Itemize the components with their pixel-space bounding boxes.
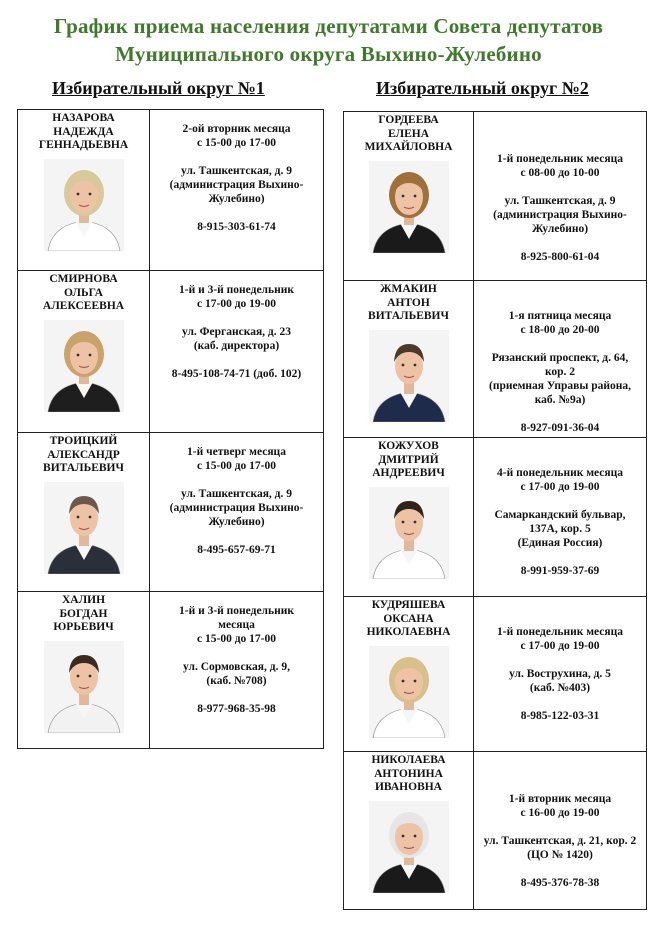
deputy-name-line: АНТОН xyxy=(387,296,430,309)
deputy-name xyxy=(344,752,473,795)
reception-address: (Единая Россия) xyxy=(517,537,603,549)
reception-schedule: 1-й вторник месяца xyxy=(508,793,612,805)
reception-address: ул. Сормовская, д. 9, xyxy=(183,661,290,673)
deputy-name-line: ОКСАНА xyxy=(383,612,434,625)
deputy-name xyxy=(18,592,149,635)
deputy-portrait xyxy=(369,161,449,253)
deputy-name-line: КУДРЯШЕВА xyxy=(371,599,446,611)
reception-address: каб. №9а) xyxy=(534,394,586,406)
deputy-photo-cell xyxy=(344,597,474,752)
reception-address: 137А, кор. 5 xyxy=(529,523,591,535)
phone-number: 8-915-303-61-74 xyxy=(197,221,276,233)
district-1-table xyxy=(17,109,324,749)
deputy-name-line: НИКОЛАЕВА xyxy=(371,754,446,766)
deputy-row xyxy=(18,433,324,592)
reception-address: Рязанский проспект, д. 64, xyxy=(491,352,629,364)
deputy-info xyxy=(150,110,323,234)
reception-address: (администрация Выхино- xyxy=(493,209,627,221)
deputy-photo-cell xyxy=(344,438,474,597)
phone-number: 8-925-800-61-04 xyxy=(520,251,600,263)
deputy-name-line: НАЗАРОВА xyxy=(52,112,115,124)
deputy-row xyxy=(344,438,647,597)
deputy-info-cell xyxy=(474,752,647,910)
deputy-row xyxy=(344,112,647,281)
reception-schedule: с 17-00 до 19-00 xyxy=(197,298,276,310)
reception-address: Самаркандский бульвар, xyxy=(494,509,626,521)
deputy-photo-cell xyxy=(18,592,150,749)
page-title xyxy=(0,12,657,68)
reception-address: ул. Ташкентская, д. 9 xyxy=(504,195,616,207)
deputy-info xyxy=(474,438,646,578)
reception-schedule: 2-ой вторник месяца xyxy=(182,123,291,135)
phone-number: 8-495-108-74-71 (доб. 102) xyxy=(171,368,302,380)
deputy-row xyxy=(344,752,647,910)
deputy-photo-cell xyxy=(18,110,150,271)
reception-schedule: с 17-00 до 19-00 xyxy=(520,481,600,493)
deputy-portrait xyxy=(369,646,449,738)
reception-schedule: с 17-00 до 19-00 xyxy=(520,640,600,652)
phone-number: 8-977-968-35-98 xyxy=(197,703,276,715)
deputy-photo-cell xyxy=(18,271,150,433)
deputy-info-cell xyxy=(150,271,324,433)
reception-address: (приемная Управы района, xyxy=(489,380,631,392)
reception-schedule: 1-я пятница месяца xyxy=(508,310,612,322)
reception-address: кор. 2 xyxy=(544,366,576,378)
deputy-name-line: БОГДАН xyxy=(59,607,108,620)
reception-schedule: 1-й понедельник месяца xyxy=(496,626,624,638)
deputy-name-line: ВИТАЛЬЕВИЧ xyxy=(368,310,449,322)
reception-address: ул. Ташкентская, д. 9 xyxy=(181,488,292,500)
deputy-info xyxy=(150,592,323,716)
district-1-heading: Избирательный округ №1 xyxy=(52,78,265,98)
deputy-photo-cell xyxy=(344,281,474,438)
deputy-info xyxy=(150,433,323,557)
deputy-portrait xyxy=(369,330,449,422)
deputy-name xyxy=(18,271,149,314)
phone-number: 8-495-376-78-38 xyxy=(520,877,600,889)
phone-number: 8-991-959-37-69 xyxy=(520,565,600,577)
deputy-name-line: АЛЕКСЕЕВНА xyxy=(42,300,125,312)
deputy-info-cell xyxy=(150,592,324,749)
deputy-row xyxy=(18,110,324,271)
phone-number: 8-495-657-69-71 xyxy=(197,544,276,556)
deputy-info xyxy=(474,281,646,435)
reception-schedule: 1-й четверг месяца xyxy=(187,446,286,458)
deputy-info xyxy=(474,597,646,723)
deputy-info-cell xyxy=(150,110,324,271)
deputy-name-line: НИКОЛАЕВНА xyxy=(366,626,451,638)
deputy-photo-cell xyxy=(344,112,474,281)
deputy-portrait xyxy=(44,320,124,412)
deputy-row xyxy=(344,281,647,438)
district-2-heading: Избирательный округ №2 xyxy=(376,78,589,98)
deputy-name-line: ДМИТРИЙ xyxy=(378,453,439,466)
deputy-photo-cell xyxy=(344,752,474,910)
deputy-name-line: ХАЛИН xyxy=(61,594,106,606)
reception-schedule: с 16-00 до 19-00 xyxy=(520,807,600,819)
deputy-row xyxy=(18,592,324,749)
deputy-name xyxy=(344,112,473,155)
reception-schedule: месяца xyxy=(218,619,255,631)
deputy-info-cell xyxy=(474,112,647,281)
deputy-info xyxy=(474,752,646,890)
reception-address: ул. Ташкентская, д. 21, кор. 2 xyxy=(483,835,637,847)
deputy-info-cell xyxy=(474,597,647,752)
deputy-name-line: ИВАНОВНА xyxy=(374,781,442,793)
deputy-row xyxy=(18,271,324,433)
reception-schedule: 1-й и 3-й понедельник xyxy=(179,284,294,296)
deputy-portrait xyxy=(369,801,449,893)
deputy-info-cell xyxy=(474,281,647,438)
deputy-portrait xyxy=(44,641,124,733)
reception-address: Жулебино) xyxy=(531,223,589,235)
reception-address: (ЦО № 1420) xyxy=(527,849,593,861)
title-line-1: График приема населения депутатами Совета депутатов xyxy=(53,14,604,38)
reception-schedule: с 15-00 до 17-00 xyxy=(197,633,276,645)
deputy-name-line: СМИРНОВА xyxy=(49,273,118,285)
deputy-name-line: ЕЛЕНА xyxy=(387,127,429,140)
deputy-name-line: ЮРЬЕВИЧ xyxy=(53,621,114,633)
reception-schedule: с 15-00 до 17-00 xyxy=(197,137,276,149)
reception-schedule: с 18-00 до 20-00 xyxy=(520,324,600,336)
deputy-portrait xyxy=(44,159,124,251)
reception-address: Жулебино) xyxy=(208,193,265,205)
deputy-name xyxy=(18,110,149,153)
deputy-name-line: ЖМАКИН xyxy=(380,283,437,295)
deputy-name xyxy=(344,438,473,481)
deputy-row xyxy=(344,597,647,752)
deputy-info-cell xyxy=(150,433,324,592)
deputy-name-line: ВИТАЛЬЕВИЧ xyxy=(43,462,124,474)
reception-schedule: 1-й и 3-й понедельник xyxy=(179,605,294,617)
deputy-portrait xyxy=(44,482,124,574)
reception-address: (каб. №708) xyxy=(206,675,267,687)
deputy-name xyxy=(344,597,473,640)
deputy-name-line: ТРОИЦКИЙ xyxy=(49,435,118,447)
reception-schedule: с 15-00 до 17-00 xyxy=(197,460,276,472)
deputy-name xyxy=(344,281,473,324)
deputy-info-cell xyxy=(474,438,647,597)
reception-address: Жулебино) xyxy=(208,516,265,528)
deputies-table xyxy=(17,109,324,749)
deputy-name-line: АНДРЕЕВИЧ xyxy=(372,467,445,479)
reception-address: (администрация Выхино- xyxy=(169,502,304,514)
reception-schedule: с 08-00 до 10-00 xyxy=(520,167,600,179)
deputy-name xyxy=(18,433,149,476)
deputy-name-line: ГЕННАДЬЕВНА xyxy=(38,139,129,151)
phone-number: 8-985-122-03-31 xyxy=(520,710,600,722)
deputy-name-line: МИХАЙЛОВНА xyxy=(364,141,453,153)
reception-address: (администрация Выхино- xyxy=(169,179,304,191)
deputy-name-line: АЛЕКСАНДР xyxy=(47,448,120,461)
reception-address: ул. Ферганская, д. 23 xyxy=(182,326,291,338)
reception-schedule: 1-й понедельник месяца xyxy=(496,153,624,165)
deputy-info xyxy=(150,271,323,381)
title-line-2: Муниципального округа Выхино-Жулебино xyxy=(115,42,542,66)
deputy-info xyxy=(474,112,646,264)
district-2-table xyxy=(343,111,647,910)
reception-address: (каб. директора) xyxy=(193,340,280,352)
deputy-name-line: АНТОНИНА xyxy=(374,767,443,780)
deputy-name-line: НАДЕЖДА xyxy=(53,125,114,138)
deputy-portrait xyxy=(369,487,449,579)
deputy-name-line: КОЖУХОВ xyxy=(378,440,439,452)
reception-address: (каб. №403) xyxy=(529,682,591,694)
reception-schedule: 4-й понедельник месяца xyxy=(496,467,624,479)
reception-address: ул. Вострухина, д. 5 xyxy=(509,668,611,680)
deputy-name-line: ГОРДЕЕВА xyxy=(378,114,439,126)
phone-number: 8-927-091-36-04 xyxy=(520,422,600,434)
deputy-name-line: ОЛЬГА xyxy=(64,286,103,299)
deputies-table xyxy=(343,111,647,910)
reception-address: ул. Ташкентская, д. 9 xyxy=(181,165,292,177)
deputy-photo-cell xyxy=(18,433,150,592)
